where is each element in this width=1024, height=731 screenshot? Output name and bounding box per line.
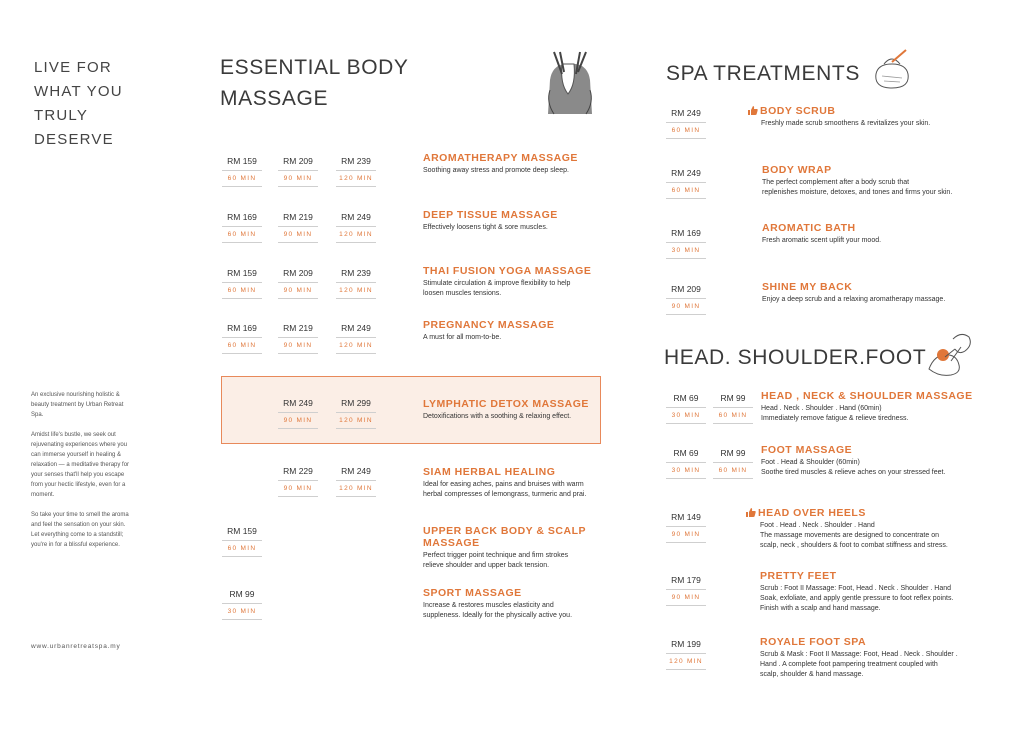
intro-paragraph: An exclusive nourishing holistic & beauty treatment by Urban Retreat Spa.: [31, 392, 124, 418]
treatment-upper-back: UPPER BACK BODY & SCALP MASSAGE Perfect trigger point technique and firm strokes relieve shoulder and upper back tension.: [423, 525, 586, 569]
price-tag: RM 159 60 MIN: [222, 526, 262, 557]
price-tag: RM 249 120 MIN: [336, 466, 376, 497]
spa-treatments-title: SPA TREATMENTS: [666, 62, 860, 85]
head-shoulder-foot-title: HEAD. SHOULDER.FOOT: [664, 346, 927, 369]
intro-paragraph: Amidst life's bustle, we seek out rejuvenating experiences where you can immerse yourself in healing & relaxation — a meditative therapy for your senses that'll help you escape from your hectic lifestyle, even for a moment.: [31, 432, 130, 498]
price-tag: RM 169 60 MIN: [222, 323, 262, 354]
massage-hands-icon: [540, 50, 600, 116]
treatment-head-over-heels: HEAD OVER HEELS Foot . Head . Neck . Shoulder . Hand The massage movements are designed to concentrate on scalp, neck , shoulders & foot to combat stiffness and stress.: [746, 507, 1006, 551]
price-tag: RM 169 60 MIN: [222, 212, 262, 243]
treatment-body-scrub: BODY SCRUB Freshly made scrub smoothens & revitalizes your skin.: [748, 105, 998, 129]
treatment-siam-herbal: SIAM HERBAL HEALING Ideal for easing aches, pains and bruises with warm herbal compresses of lemongrass, turmeric and prai.: [423, 466, 587, 498]
treatment-aromatic-bath: AROMATIC BATH Fresh aromatic scent uplift your mood.: [762, 222, 882, 244]
treatment-head-neck-shoulder: HEAD , NECK & SHOULDER MASSAGE Head . Neck . Shoulder . Hand (60min) Immediately remove fatigue & relieve tiredness.: [761, 390, 973, 422]
price-tag: RM 99 30 MIN: [222, 589, 262, 620]
treatment-foot-massage: FOOT MASSAGE Foot . Head & Shoulder (60min) Soothe tired muscles & relieve aches on your stressed feet.: [761, 444, 946, 476]
price-tag: RM 209 90 MIN: [278, 156, 318, 187]
price-tag: RM 159 60 MIN: [222, 268, 262, 299]
treatment-shine-my-back: SHINE MY BACK Enjoy a deep scrub and a relaxing aromatherapy massage.: [762, 281, 946, 303]
treatment-thai-fusion: THAI FUSION YOGA MASSAGE Stimulate circulation & improve flexibility to help loosen muscles tensions.: [423, 265, 592, 297]
price-tag: RM 299 120 MIN: [336, 398, 376, 429]
website-link[interactable]: www.urbanretreatspa.my: [31, 643, 121, 650]
price-tag: RM 219 90 MIN: [278, 323, 318, 354]
price-tag: RM 249 120 MIN: [336, 212, 376, 243]
price-tag: RM 159 60 MIN: [222, 156, 262, 187]
foot-massage-icon: [925, 325, 975, 377]
price-tag: RM 219 90 MIN: [278, 212, 318, 243]
intro-paragraph: So take your time to smell the aroma and feel the sensation on your skin. Let everything come to a standstill; you're in for a blissful experience.: [31, 512, 129, 548]
price-tag: RM 99 60 MIN: [713, 448, 753, 479]
thumbs-up-icon: [746, 508, 756, 517]
treatment-sport: SPORT MASSAGE Increase & restores muscles elasticity and suppleness. Ideally for the physically active you.: [423, 587, 573, 619]
price-tag: RM 239 120 MIN: [336, 268, 376, 299]
price-tag: RM 249 60 MIN: [666, 168, 706, 199]
price-tag: RM 69 30 MIN: [666, 448, 706, 479]
price-tag: RM 179 90 MIN: [666, 575, 706, 606]
treatment-lymphatic-detox: LYMPHATIC DETOX MASSAGE Detoxifications with a soothing & relaxing effect.: [423, 398, 589, 420]
price-tag: RM 249 60 MIN: [666, 108, 706, 139]
thumbs-up-icon: [748, 106, 758, 115]
price-tag: RM 239 120 MIN: [336, 156, 376, 187]
price-tag: RM 69 30 MIN: [666, 393, 706, 424]
treatment-deep-tissue: DEEP TISSUE MASSAGE Effectively loosens tight & sore muscles.: [423, 209, 558, 231]
price-tag: RM 99 60 MIN: [713, 393, 753, 424]
price-tag: RM 169 30 MIN: [666, 228, 706, 259]
body-massage-title: ESSENTIAL BODY MASSAGE: [220, 56, 409, 110]
price-tag: RM 249 120 MIN: [336, 323, 376, 354]
price-tag: RM 149 90 MIN: [666, 512, 706, 543]
price-tag: RM 249 90 MIN: [278, 398, 318, 429]
tagline: LIVE FOR WHAT YOU TRULY DESERVE: [34, 59, 123, 148]
price-tag: RM 229 90 MIN: [278, 466, 318, 497]
treatment-aromatherapy: AROMATHERAPY MASSAGE Soothing away stress and promote deep sleep.: [423, 152, 578, 174]
price-tag: RM 209 90 MIN: [278, 268, 318, 299]
price-tag: RM 199 120 MIN: [666, 639, 706, 670]
herbal-compress-icon: [870, 48, 918, 90]
treatment-royale-foot-spa: ROYALE FOOT SPA Scrub & Mask : Foot II Massage: Foot, Head . Neck . Shoulder . Hand . A complete foot pampering treatment coupled with scalp, shoulder & hand massage.: [760, 636, 958, 678]
price-tag: RM 209 90 MIN: [666, 284, 706, 315]
treatment-pregnancy: PREGNANCY MASSAGE A must for all mom-to-be.: [423, 319, 555, 341]
treatment-pretty-feet: PRETTY FEET Scrub : Foot II Massage: Foot, Head . Neck . Shoulder . Hand Soak, exfoliate, and apply gentle pressure to foot reflex points. Finish with a scalp and hand massage.: [760, 570, 954, 612]
intro-text: [31, 390, 131, 560]
treatment-body-wrap: BODY WRAP The perfect complement after a body scrub that replenishes moisture, detoxes, and tones and firms your skin.: [762, 164, 953, 196]
